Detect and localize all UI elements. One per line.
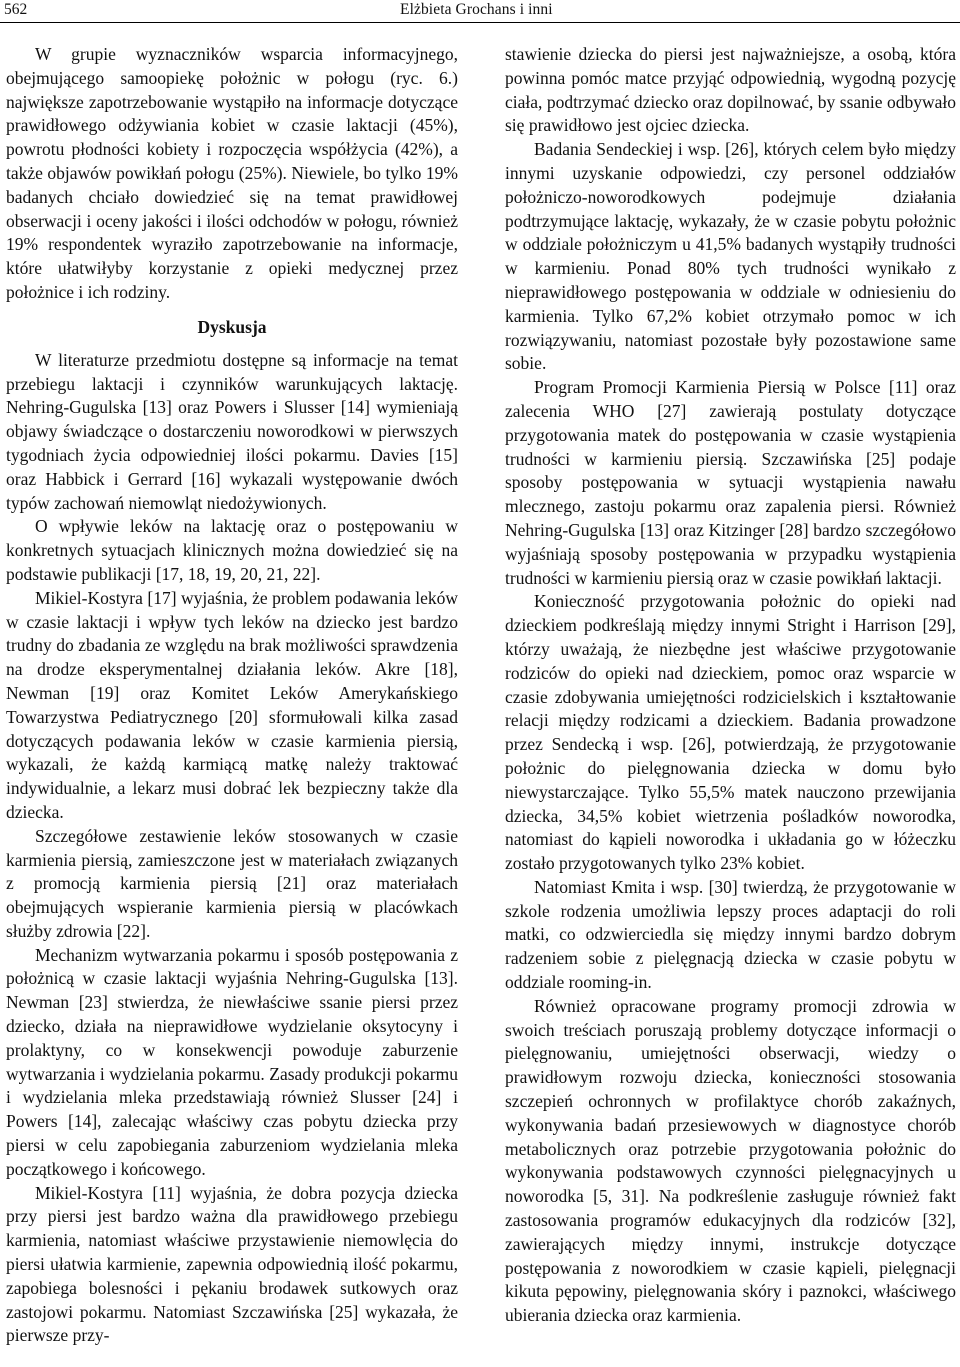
section-heading: Dyskusja [197, 316, 267, 337]
running-head: Elżbieta Grochans i inni [400, 1, 553, 18]
paragraph: Natomiast Kmita i wsp. [30] twierdzą, że przygotowanie w szkole rodzenia umożliwia lepszy proces adaptacji do roli matki, co odzwierciedla się między innymi bardzo dobrym radzeniem sobie z pielęgnacją dziecka w czasie pobytu w oddziale rooming-in. [505, 876, 956, 993]
paragraph: Badania Sendeckiej i wsp. [26], których celem było między innymi uzyskanie odpowiedzi, czy personel oddziałów położniczo-noworodkowych podejmuje działania podtrzymujące laktację, wykazały, że w czasie pobytu położnic w oddziale położniczym u 41,5% badanych wystąpiły trudności w karmieniu. Ponad 80% tych trudności wynikało z nieprawidłowego postępowania w oddziale w odniesieniu do karmienia. Tylko 67,2% kobiet otrzymało pomoc w ich rozwiązywaniu, natomiast pozostałe były pozostawione same sobie. [505, 139, 956, 374]
paragraph: Mikiel-Kostyra [17] wyjaśnia, że problem podawania leków w czasie laktacji i wpływ tych leków na dziecko jest bardzo trudny do zbadania ze względu na brak możliwości sprawdzenia na drodze eksperymentalnej działania leków. Akre [18], Newman [19] oraz Komitet Leków Amerykańskiego Towarzystwa Pediatrycznego [20] sformułowali kilka zasad dotyczących podawania leków w czasie karmienia piersią, wykazali, że każdą karmiącą matkę należy traktować indywidualnie, a lekarz musi dobrać lek bezpieczny także dla dziecka. [6, 587, 458, 822]
paragraph: Mechanizm wytwarzania pokarmu i sposób postępowania z położnicą w czasie laktacji wyjaśnia Nehring-Gugulska [13]. Newman [23] stwierdza, że niewłaściwe ssanie piersi przez dziecko, działa na nieprawidłowe wydzielanie oksytocyny i prolaktyny, co w konsekwencji powoduje zaburzenie wytwarzania i wydzielania pokarmu. Zasady produkcji pokarmu i wydzielania mleka przedstawiają również Slusser [24] i Powers [14], zalecając właściwy czas pobytu dziecka przy piersi w celu zapobiegania zaburzeniom wydzielania mleka początkowego i końcowego. [6, 944, 458, 1179]
left-column [6, 43, 458, 1348]
page-header [0, 0, 960, 22]
right-column [505, 43, 956, 1328]
paragraph: O wpływie leków na laktację oraz o postępowaniu w konkretnych sytuacjach klinicznych można dowiedzieć się na podstawie publikacji [17, 18, 19, 20, 21, 22]. [6, 516, 458, 584]
page-number: 562 [4, 1, 28, 18]
paragraph: Również opracowane programy promocji zdrowia w swoich treściach poruszają problemy dotyczące informacji o pielęgnowaniu, umiejętności obserwacji, wiedzy o prawidłowym rozwoju dziecka, konieczności stosowania szczepień ochronnych w profilaktyce chorób zakaźnych, wykonywania badań przesiewowych w diagnostyce chorób metabolicznych oraz potrzebie przygotowania położnic do wykonywania podstawowych czynności pielęgnacyjnych u noworodka [5, 31]. Na podkreślenie zasługuje również fakt zastosowania programów edukacyjnych dla rodziców [32], zawierających między innymi, instrukcje dotyczące postępowania z noworodkiem w czasie kąpieli, pielęgnacji kikuta pępowiny, pielęgnowania skóry i paznokci, właściwego ubierania dziecka oraz karmienia. [505, 995, 956, 1326]
header-rule [0, 22, 960, 23]
paragraph: W literaturze przedmiotu dostępne są informacje na temat przebiegu laktacji i czynników warunkujących laktację. Nehring-Gugulska [13] oraz Powers i Slusser [14] wymieniają objawy świadczące o dostarczeniu noworodkowi w pierwszych tygodniach życia odpowiedniej ilości pokarmu. Davies [15] oraz Habbick i Gerrard [16] wykazali występowanie dwóch typów zachowań niemowląt niedożywionych. [6, 349, 458, 513]
paragraph: W grupie wyznaczników wsparcia informacyjnego, obejmującego samoopiekę położnic w połogu (ryc. 6.) największe zapotrzebowanie wystąpiło na informacje dotyczące prawidłowego odżywiania kobiet w czasie laktacji (45%), powrotu płodności kobiety i rozpoczęcia współżycia (42%), a także objawów powikłań połogu (25%). Niewiele, bo tylko 19% badanych chciało dowiedzieć się na temat prawidłowej obserwacji i oceny jakości i ilości odchodów w połogu, również 19% respondentek wyraziło zapotrzebowanie na informacje, które ułatwiłyby korzystanie z opieki medycznej przez położnice i ich rodziny. [6, 44, 458, 302]
paragraph: Konieczność przygotowania położnic do opieki nad dzieckiem podkreślają między innymi Stright i Harrison [29], którzy uważają, że niezbędne jest właściwe przygotowanie rodziców do opieki nad dzieckiem, pomoc oraz wsparcie w czasie zdobywania umiejętności rodzicielskich i kształtowanie relacji między rodzicami a dzieckiem. Badania prowadzone przez Sendecką i wsp. [26], potwierdzają, że przygotowanie położnic do pielęgnowania dziecka w domu było niewystarczające. Tylko 55,5% matek nauczono przewijania dziecka, 34,5% kobiet wietrzenia pośladków noworodka, natomiast do kąpieli noworodka i układania go w łóżeczku zostało przygotowanych tylko 23% kobiet. [505, 591, 956, 874]
paragraph: stawienie dziecka do piersi jest najważniejsze, a osobą, która powinna pomóc matce przyjąć odpowiednią, wygodną pozycję ciała, podtrzymać dziecko oraz dopilnować, by ssanie odbywało się prawidłowo jest ojciec dziecka. [505, 44, 956, 136]
paragraph: Szczegółowe zestawienie leków stosowanych w czasie karmienia piersią, zamieszczone jest w materiałach związanych z promocją karmienia piersią [21] oraz materiałach obejmujących wspieranie karmienia piersią w placówkach służby zdrowia [22]. [6, 825, 458, 941]
paragraph: Program Promocji Karmienia Piersią w Polsce [11] oraz zalecenia WHO [27] zawierają postulaty dotyczące przygotowania matek do postępowania w czasie wystąpienia trudności w karmieniu piersią. Szczawińska [25] podaje sposoby postępowania w sytuacji wystąpienia nawału mlecznego, zastoju pokarmu oraz zapalenia piersi. Również Nehring-Gugulska [13] oraz Kitzinger [28] bardzo szczegółowo wyjaśniają sposoby postępowania w przypadku wystąpienia trudności w karmieniu piersią oraz w czasie powikłań laktacji. [505, 377, 956, 588]
paragraph: Mikiel-Kostyra [11] wyjaśnia, że dobra pozycja dziecka przy piersi jest bardzo ważna dla prawidłowego przebiegu karmienia, natomiast właściwe przystawienie niemowlęcia do piersi ułatwia karmienie, zapewnia odpowiednią ilość pokarmu, zapobiega bolesności i pękaniu brodawek sutkowych oraz zastojowi pokarmu. Natomiast Szczawińska [25] wykazała, że pierwsze przy- [6, 1182, 458, 1346]
